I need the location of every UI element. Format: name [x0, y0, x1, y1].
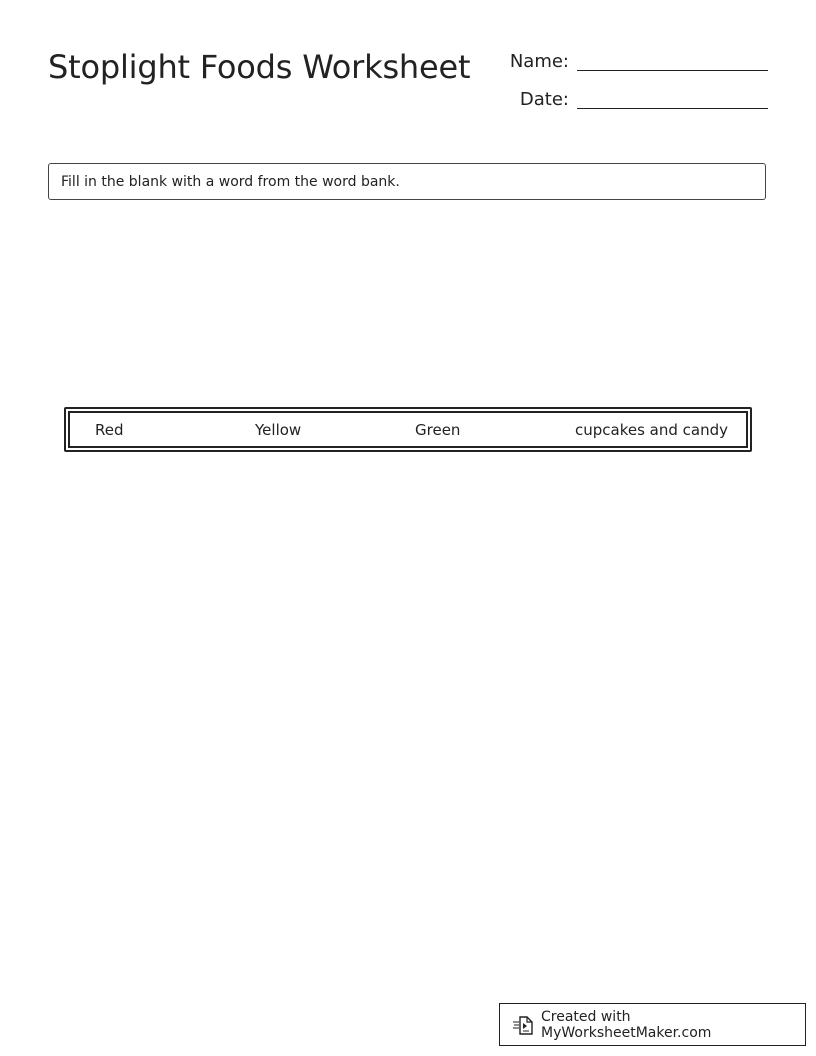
name-field [510, 53, 768, 71]
word-bank-item: Red [95, 420, 124, 439]
date-field [520, 91, 768, 109]
date-label: Date: [519, 89, 569, 110]
worksheet-title: Stoplight Foods Worksheet [48, 48, 471, 86]
word-bank [64, 407, 752, 452]
instructions-text: Fill in the blank with a word from the word bank. [61, 173, 400, 190]
word-bank-inner-border [68, 411, 748, 448]
credit-badge[interactable] [499, 1003, 806, 1046]
worksheet-maker-logo-icon [512, 1014, 534, 1036]
date-blank-line[interactable] [577, 107, 768, 109]
name-label: Name: [509, 51, 569, 72]
word-bank-item: Yellow [255, 420, 302, 439]
word-bank-item: cupcakes and candy [575, 420, 729, 439]
name-blank-line[interactable] [577, 69, 768, 71]
word-bank-item: Green [415, 420, 461, 439]
instructions-box [48, 163, 766, 200]
credit-text[interactable]: Created with MyWorksheetMaker.com [541, 1008, 712, 1041]
